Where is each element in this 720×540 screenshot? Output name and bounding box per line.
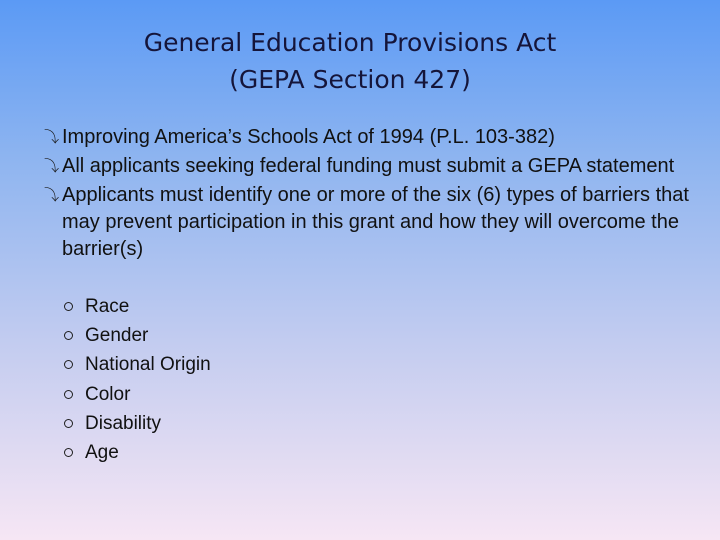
curved-arrow-bullet-icon: ⤵ (44, 187, 60, 204)
slide-title (0, 24, 700, 98)
curved-arrow-bullet-icon: ⤵ (44, 158, 60, 175)
title-line-1: General Education Provisions Act (143, 28, 557, 57)
barrier-item (64, 292, 211, 321)
ring-bullet-icon (64, 390, 73, 399)
barrier-list (64, 292, 211, 467)
bullet-item (44, 124, 694, 151)
curved-arrow-bullet-icon: ⤵ (44, 129, 60, 146)
barrier-item (64, 321, 211, 350)
barrier-text: Race (85, 296, 130, 317)
bullet-item (44, 153, 694, 180)
barrier-text: Age (85, 442, 119, 464)
bullet-item (44, 182, 694, 263)
barrier-text: National Origin (85, 354, 211, 376)
bullet-text: Applicants must identify one or more of the six (6) types of barriers that may prevent participation in this grant and how they will overcome the barrier(s) (62, 184, 689, 260)
title-line-2: (GEPA Section 427) (229, 65, 471, 94)
bullet-text: All applicants seeking federal funding must submit a GEPA statement (62, 155, 675, 177)
ring-bullet-icon (64, 360, 73, 369)
barrier-item (64, 409, 211, 438)
ring-bullet-icon (64, 331, 73, 340)
bullet-list (44, 124, 694, 265)
barrier-item (64, 438, 211, 467)
ring-bullet-icon (64, 302, 73, 311)
barrier-text: Gender (85, 325, 149, 347)
bullet-text: Improving America’s Schools Act of 1994 (P.L. 103-382) (62, 126, 555, 148)
ring-bullet-icon (64, 419, 73, 428)
ring-bullet-icon (64, 448, 73, 457)
barrier-text: Color (85, 383, 131, 405)
barrier-item (64, 380, 211, 409)
barrier-item (64, 350, 211, 379)
barrier-text: Disability (85, 412, 162, 434)
